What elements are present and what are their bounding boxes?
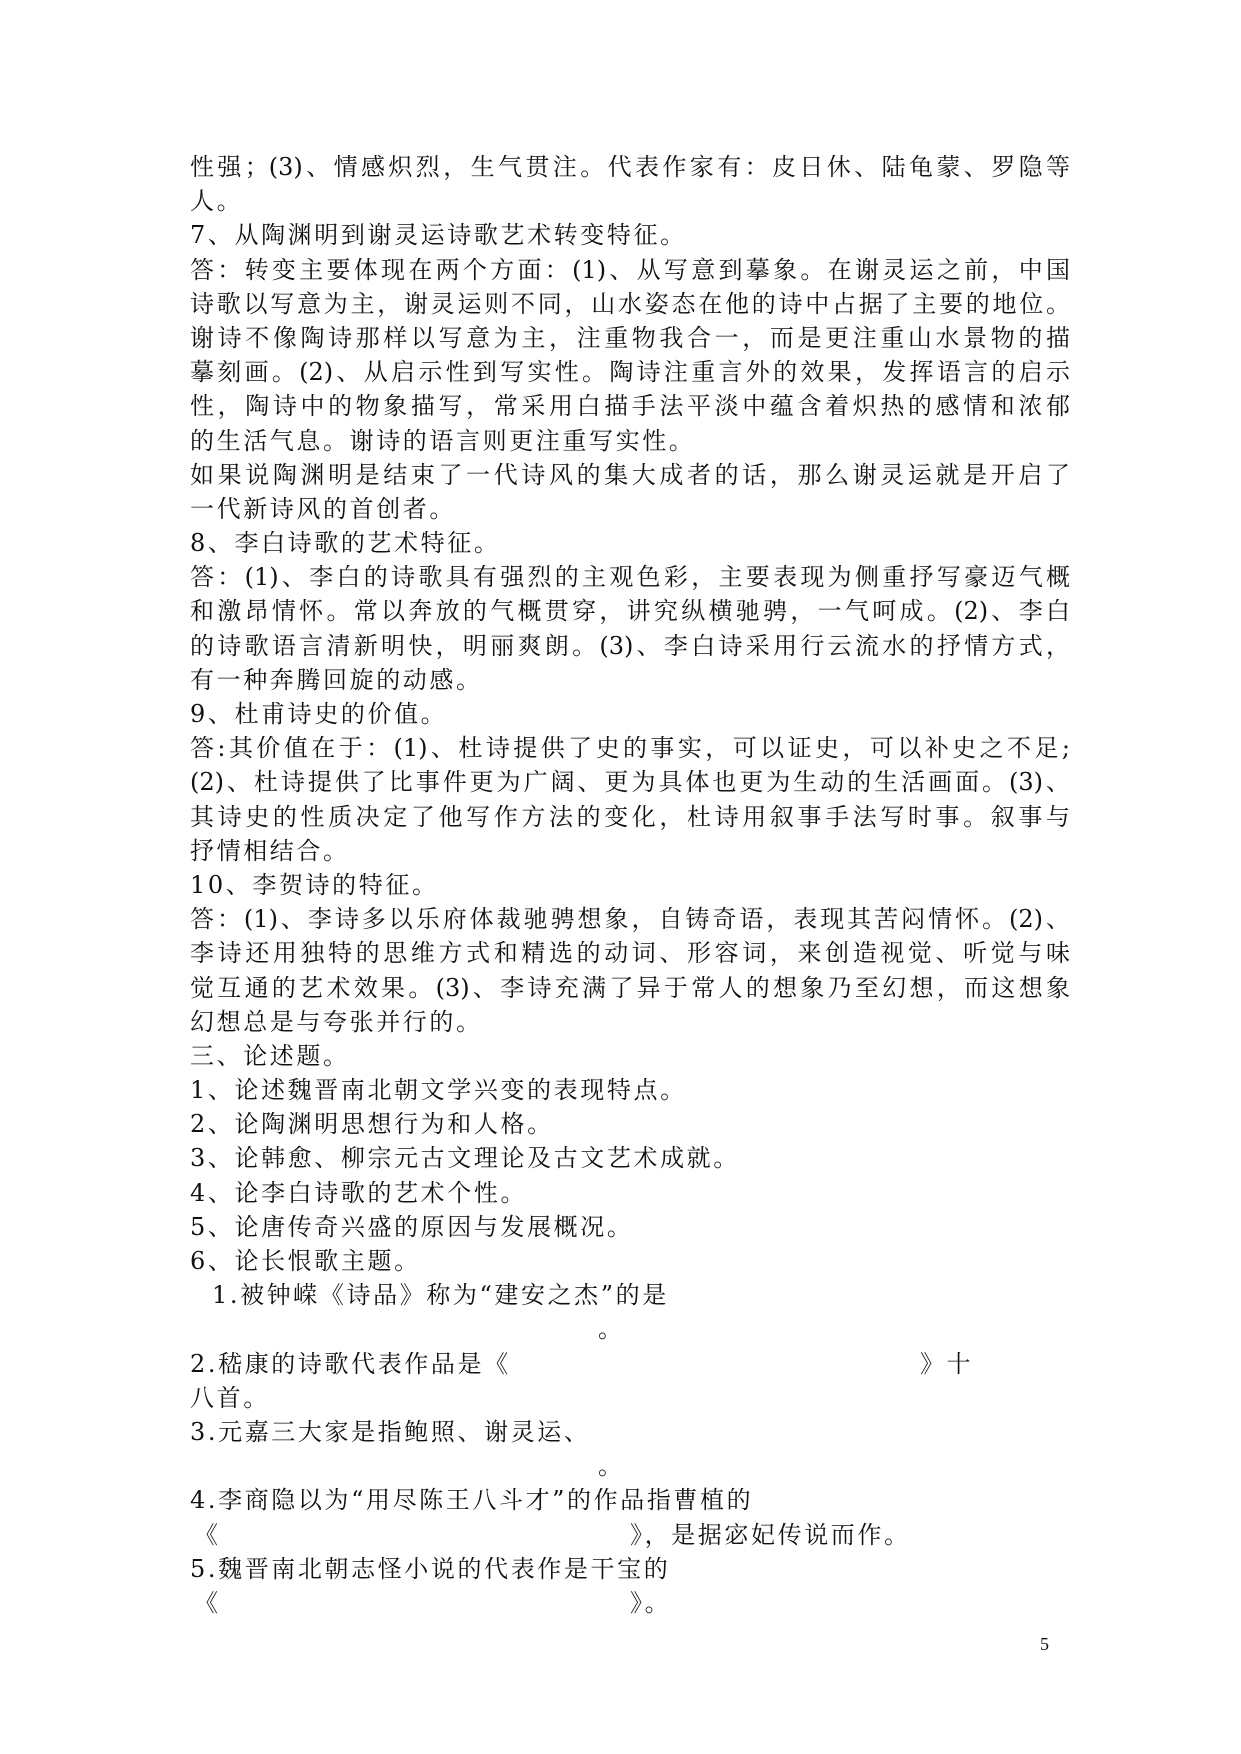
fill-question-3-end <box>190 1449 1070 1483</box>
fill-question-1: 1.被钟嵘《诗品》称为“建安之杰”的是 <box>212 1281 669 1310</box>
essay-question: 1、论述魏晋南北朝文学兴变的表现特点。 <box>190 1076 687 1105</box>
fill-question-5: 5.魏晋南北朝志怪小说的代表作是干宝的 <box>190 1554 671 1583</box>
section-heading: 三、论述题。 <box>190 1041 350 1070</box>
fill-question-2 <box>190 1347 1070 1381</box>
text-line: 一代新诗风的首创者。 <box>190 494 456 523</box>
text-line: 诗歌以写意为主，谢灵运则不同，山水姿态在他的诗中占据了主要的地位。 <box>190 289 1070 318</box>
text-line: 幻想总是与夸张并行的。 <box>190 1007 483 1036</box>
text-line: 抒情相结合。 <box>190 836 350 865</box>
fill-question-4-blank <box>190 1518 1070 1552</box>
fill-question-4: 4.李商隐以为“用尽陈王八斗才”的作品指曹植的 <box>190 1486 754 1515</box>
essay-question: 6、论长恨歌主题。 <box>190 1247 421 1275</box>
essay-question: 5、论唐传奇兴盛的原因与发展概况。 <box>190 1212 634 1241</box>
text-line: 如果说陶渊明是结束了一代诗风的集大成者的话，那么谢灵运就是开启了 <box>190 460 1070 489</box>
text-line: 觉互通的艺术效果。(3)、李诗充满了异于常人的想象乃至幻想，而这想象 <box>190 973 1070 1002</box>
fill-question-1-end <box>190 1312 1070 1346</box>
page-content <box>190 150 1070 1620</box>
text-line: 答:其价值在于：(1)、杜诗提供了史的事实，可以证史，可以补史之不足; <box>190 734 1070 763</box>
text-line: 人。 <box>190 187 244 216</box>
text-line: 的诗歌语言清新明快，明丽爽朗。(3)、李白诗采用行云流水的抒情方式， <box>190 631 1070 660</box>
fill-question-5-end: 》。 <box>630 1588 672 1617</box>
text-line: 答：转变主要体现在两个方面：(1)、从写意到摹象。在谢灵运之前，中国 <box>190 255 1070 284</box>
fill-question-2-start: 2.嵇康的诗歌代表作品是《 <box>190 1349 511 1378</box>
fill-question-2-cont: 八首。 <box>190 1383 270 1412</box>
essay-question: 4、论李白诗歌的艺术个性。 <box>190 1178 528 1207</box>
text-line: 答：(1)、李诗多以乐府体裁驰骋想象，自铸奇语，表现其苦闷情怀。(2)、 <box>190 905 1070 934</box>
text-line: 其诗史的性质决定了他写作方法的变化，杜诗用叙事手法写时事。叙事与 <box>190 802 1070 831</box>
text-line: (2)、杜诗提供了比事件更为广阔、更为具体也更为生动的生活画面。(3)、 <box>190 768 1070 797</box>
fill-question-3: 3.元嘉三大家是指鲍照、谢灵运、 <box>190 1417 591 1446</box>
page-number: 5 <box>1040 1634 1049 1654</box>
text-line: 摹刻画。(2)、从启示性到写实性。陶诗注重言外的效果，发挥语言的启示 <box>190 358 1070 387</box>
essay-question: 3、论韩愈、柳宗元古文理论及古文艺术成就。 <box>190 1144 740 1173</box>
text-line: 答：(1)、李白的诗歌具有强烈的主观色彩，主要表现为侧重抒写豪迈气概 <box>190 563 1070 592</box>
period-mark: 。 <box>598 1315 625 1344</box>
text-line: 和激昂情怀。常以奔放的气概贯穿，讲究纵横驰骋，一气呵成。(2)、李白 <box>190 597 1070 626</box>
question-heading: 9、杜甫诗史的价值。 <box>190 700 448 728</box>
question-heading: 7、从陶渊明到谢灵运诗歌艺术转变特征。 <box>190 221 687 250</box>
text-line: 性，陶诗中的物象描写，常采用白描手法平淡中蕴含着炽热的感情和浓郁 <box>190 392 1070 421</box>
text-line: 有一种奔腾回旋的动感。 <box>190 665 483 694</box>
essay-question: 2、论陶渊明思想行为和人格。 <box>190 1110 554 1139</box>
text-line: 的生活气息。谢诗的语言则更注重写实性。 <box>190 426 696 455</box>
text-line: 性强；(3)、情感炽烈，生气贯注。代表作家有：皮日休、陆龟蒙、罗隐等 <box>190 153 1070 181</box>
fill-question-5-blank <box>190 1586 1070 1620</box>
fill-question-2-end: 》十 <box>920 1349 974 1378</box>
open-bracket: 《 <box>194 1520 221 1549</box>
text-line: 李诗还用独特的思维方式和精选的动词、形容词，来创造视觉、听觉与味 <box>190 939 1070 968</box>
open-bracket: 《 <box>194 1588 221 1617</box>
period-mark: 。 <box>598 1452 625 1481</box>
fill-question-4-end: 》，是据宓妃传说而作。 <box>630 1520 911 1549</box>
question-heading: 10、李贺诗的特征。 <box>190 870 439 899</box>
text-line: 谢诗不像陶诗那样以写意为主，注重物我合一，而是更注重山水景物的描 <box>190 323 1070 352</box>
question-heading: 8、李白诗歌的艺术特征。 <box>190 529 501 558</box>
